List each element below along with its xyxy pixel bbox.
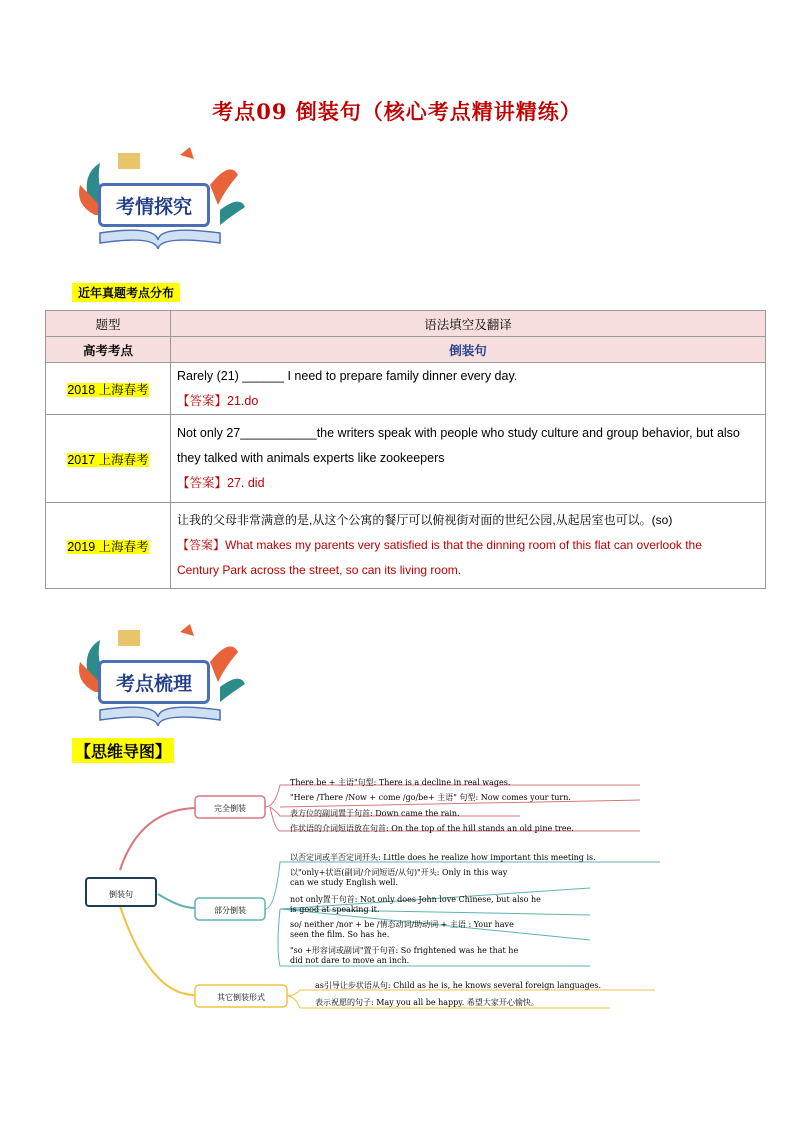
branch-item: There be + 主语"句型: There is a decline in real wages.	[290, 778, 511, 787]
answer-text: Century Park across the street, so can its living room.	[177, 563, 462, 577]
branch-item: seen the film. So has he.	[290, 930, 390, 939]
branch-item: not only置于句首: Not only does John love Chinese, but also he	[290, 895, 541, 904]
branch-item: did not dare to move an inch.	[290, 956, 410, 965]
branch-connector	[158, 894, 195, 908]
section-banner-exam	[70, 145, 250, 255]
header-cell: 倒装句	[171, 337, 766, 363]
table-row	[46, 415, 766, 503]
mindmap-heading: 【思维导图】	[72, 738, 174, 763]
subheading: 近年真题考点分布	[72, 283, 180, 302]
branch-item: 表方位的副词置于句首: Down came the rain.	[290, 809, 460, 818]
branch-item: "Here /There /Now + come /go/be+ 主语" 句型: Now comes your turn.	[290, 793, 571, 802]
header-cell: 语法填空及翻译	[171, 311, 766, 337]
header-cell: 高考考点	[46, 337, 171, 363]
branch-connector	[120, 808, 195, 870]
answer-text: 【答案】27. did	[177, 476, 265, 490]
branch-label: 其它倒装形式	[217, 993, 265, 1002]
table-row	[46, 503, 766, 589]
branch-item: is good at speaking it.	[290, 905, 380, 914]
header-cell: 题型	[46, 311, 171, 337]
year-label: 2017 上海春考	[67, 452, 149, 467]
branch-label: 部分倒装	[214, 906, 246, 915]
section-banner-points	[70, 622, 250, 732]
answer-text: 【答案】What makes my parents very satisfied is that the dinning room of this flat can overlook the	[177, 538, 702, 552]
banner-label: 考点梳理	[98, 660, 210, 704]
answer-text: 【答案】21.do	[177, 393, 259, 408]
table-header-row	[46, 311, 766, 337]
branch-item: so/ neither /nor + be /情态动词/助动词 + 主语 : Your have	[290, 920, 514, 929]
question-text: Not only 27___________the writers speak with people who study culture and group behavior, but also	[177, 426, 740, 440]
year-label: 2018 上海春考	[67, 382, 149, 397]
table-header-row	[46, 337, 766, 363]
branch-label: 完全倒装	[214, 804, 246, 813]
mindmap-diagram	[80, 770, 680, 1020]
branch-item: "so +形容词或副词"置于句首: So frightened was he that he	[290, 946, 519, 955]
question-text: 让我的父母非常满意的是,从这个公寓的餐厅可以俯视街对面的世纪公园,从起居室也可以。(so)	[177, 513, 673, 527]
banner-label: 考情探究	[98, 183, 210, 227]
question-text: Rarely (21) ______ I need to prepare family dinner every day.	[177, 368, 518, 383]
page-title: 考点09 倒装句（核心考点精讲精练）	[212, 99, 582, 124]
year-label: 2019 上海春考	[67, 539, 149, 554]
branch-item: can we study English well.	[290, 878, 398, 887]
mindmap-root-label: 倒装句	[109, 890, 133, 899]
branch-item: 表示祝愿的句子: May you all be happy. 希望大家开心愉快。	[315, 998, 539, 1007]
question-text: they talked with animals experts like zookeepers	[177, 451, 445, 465]
exam-table	[45, 310, 766, 589]
branch-item: 作状语的介词短语放在句首: On the top of the hill stands an old pine tree.	[290, 824, 574, 833]
branch-connector	[120, 906, 195, 995]
table-row	[46, 363, 766, 415]
branch-item: 以"only+状语(副词/介词短语/从句)"开头: Only in this way	[290, 868, 508, 877]
branch-item: as引导让步状语从句: Child as he is, he knows several foreign languages.	[315, 981, 602, 990]
branch-item: 以否定词或半否定词开头: Little does he realize how important this meeting is.	[290, 853, 596, 862]
